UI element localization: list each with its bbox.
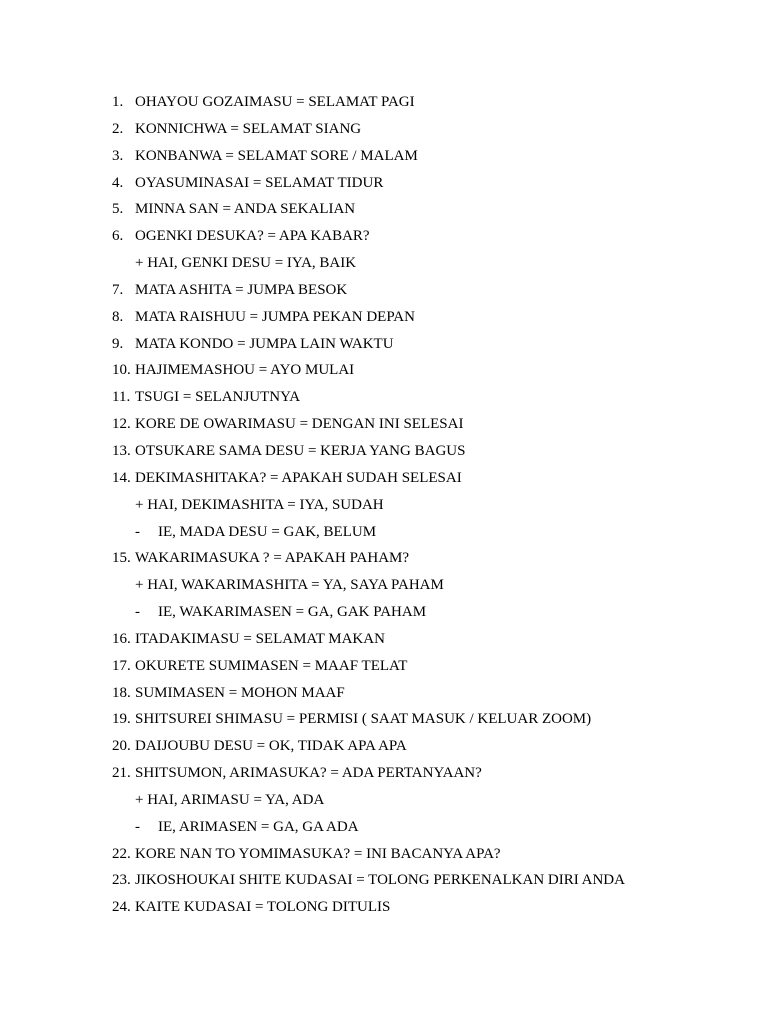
list-item-text: KONBANWA = SELAMAT SORE / MALAM <box>135 147 418 164</box>
list-item-number: 13. <box>112 442 131 459</box>
list-item <box>112 653 732 680</box>
list-item-number: 14. <box>112 469 131 486</box>
sub-item-text: + HAI, ARIMASU = YA, ADA <box>135 791 325 808</box>
list-item-text: OTSUKARE SAMA DESU = KERJA YANG BAGUS <box>135 442 466 459</box>
list-item-text: KONNICHWA = SELAMAT SIANG <box>135 120 362 137</box>
phrase-list <box>112 89 732 921</box>
sub-item-positive <box>112 250 732 277</box>
list-item-text: OGENKI DESUKA? = APA KABAR? <box>135 228 370 245</box>
list-item-text: SUMIMASEN = MOHON MAAF <box>135 684 345 701</box>
list-item-text: ITADAKIMASU = SELAMAT MAKAN <box>135 630 385 647</box>
list-item-number: 6. <box>112 228 124 245</box>
list-item <box>112 894 732 921</box>
list-item <box>112 304 732 331</box>
list-item-number: 9. <box>112 335 124 352</box>
list-item-text: TSUGI = SELANJUTNYA <box>135 389 301 406</box>
list-item-text: DEKIMASHITAKA? = APAKAH SUDAH SELESAI <box>135 469 462 486</box>
list-item <box>112 143 732 170</box>
list-item <box>112 706 732 733</box>
list-item <box>112 841 732 868</box>
list-item-number: 19. <box>112 711 131 728</box>
list-item-number: 23. <box>112 872 131 889</box>
list-item-text: SHITSUREI SHIMASU = PERMISI ( SAAT MASUK / KELUAR ZOOM) <box>135 711 592 728</box>
list-item-number: 11. <box>112 389 131 406</box>
list-item-text: DAIJOUBU DESU = OK, TIDAK APA APA <box>135 738 407 755</box>
list-item-text: KAITE KUDASAI = TOLONG DITULIS <box>135 899 391 916</box>
sub-item-negative <box>112 519 732 546</box>
sub-item-text: + HAI, GENKI DESU = IYA, BAIK <box>135 255 357 272</box>
list-item <box>112 760 732 787</box>
dash-bullet: - <box>135 604 140 621</box>
list-item-number: 20. <box>112 738 131 755</box>
list-item-text: KORE NAN TO YOMIMASUKA? = INI BACANYA APA? <box>135 845 501 862</box>
list-item-text: OHAYOU GOZAIMASU = SELAMAT PAGI <box>135 94 415 110</box>
list-item-number: 21. <box>112 765 131 782</box>
list-item-number: 2. <box>112 120 124 137</box>
sub-item-text: + HAI, DEKIMASHITA = IYA, SUDAH <box>135 496 384 513</box>
sub-item-positive <box>112 572 732 599</box>
list-item <box>112 438 732 465</box>
list-item-number: 15. <box>112 550 131 567</box>
sub-item-text: IE, MADA DESU = GAK, BELUM <box>158 523 377 540</box>
sub-item-text: IE, WAKARIMASEN = GA, GAK PAHAM <box>158 604 427 621</box>
list-item <box>112 277 732 304</box>
list-item <box>112 196 732 223</box>
list-item-text: WAKARIMASUKA ? = APAKAH PAHAM? <box>135 550 410 567</box>
list-item <box>112 545 732 572</box>
list-item-text: SHITSUMON, ARIMASUKA? = ADA PERTANYAAN? <box>135 765 482 782</box>
list-item <box>112 357 732 384</box>
list-item-text: HAJIMEMASHOU = AYO MULAI <box>135 362 355 379</box>
sub-item-negative <box>112 814 732 841</box>
sub-item-text: IE, ARIMASEN = GA, GA ADA <box>158 818 359 835</box>
list-item <box>112 411 732 438</box>
list-item <box>112 89 732 116</box>
dash-bullet: - <box>135 523 140 540</box>
list-item <box>112 223 732 250</box>
list-item-number: 18. <box>112 684 131 701</box>
list-item-text: MATA ASHITA = JUMPA BESOK <box>135 281 348 298</box>
list-item-text: JIKOSHOUKAI SHITE KUDASAI = TOLONG PERKENALKAN DIRI ANDA <box>135 872 625 889</box>
list-item <box>112 384 732 411</box>
list-item-text: MATA KONDO = JUMPA LAIN WAKTU <box>135 335 394 352</box>
list-item-number: 12. <box>112 416 131 433</box>
dash-bullet: - <box>135 818 140 835</box>
list-item <box>112 680 732 707</box>
list-item-text: MATA RAISHUU = JUMPA PEKAN DEPAN <box>135 308 415 325</box>
list-item-number: 3. <box>112 147 124 164</box>
sub-item-text: + HAI, WAKARIMASHITA = YA, SAYA PAHAM <box>135 577 444 594</box>
list-item-number: 8. <box>112 308 124 325</box>
list-item <box>112 465 732 492</box>
list-item <box>112 331 732 358</box>
list-item-text: OKURETE SUMIMASEN = MAAF TELAT <box>135 657 408 674</box>
list-item <box>112 626 732 653</box>
list-item-number: 1. <box>112 94 124 110</box>
list-item-text: KORE DE OWARIMASU = DENGAN INI SELESAI <box>135 416 464 433</box>
list-item-number: 22. <box>112 845 131 862</box>
list-item-number: 10. <box>112 362 131 379</box>
list-item <box>112 733 732 760</box>
list-item-number: 4. <box>112 174 124 191</box>
sub-item-positive <box>112 492 732 519</box>
list-item-number: 24. <box>112 899 131 916</box>
sub-item-positive <box>112 787 732 814</box>
list-item-number: 17. <box>112 657 131 674</box>
list-item-text: MINNA SAN = ANDA SEKALIAN <box>135 201 356 218</box>
list-item <box>112 867 732 894</box>
sub-item-negative <box>112 599 732 626</box>
list-item-number: 7. <box>112 281 124 298</box>
list-item-number: 16. <box>112 630 131 647</box>
list-item-number: 5. <box>112 201 124 218</box>
list-item <box>112 116 732 143</box>
list-item-text: OYASUMINASAI = SELAMAT TIDUR <box>135 174 384 191</box>
list-item <box>112 170 732 197</box>
